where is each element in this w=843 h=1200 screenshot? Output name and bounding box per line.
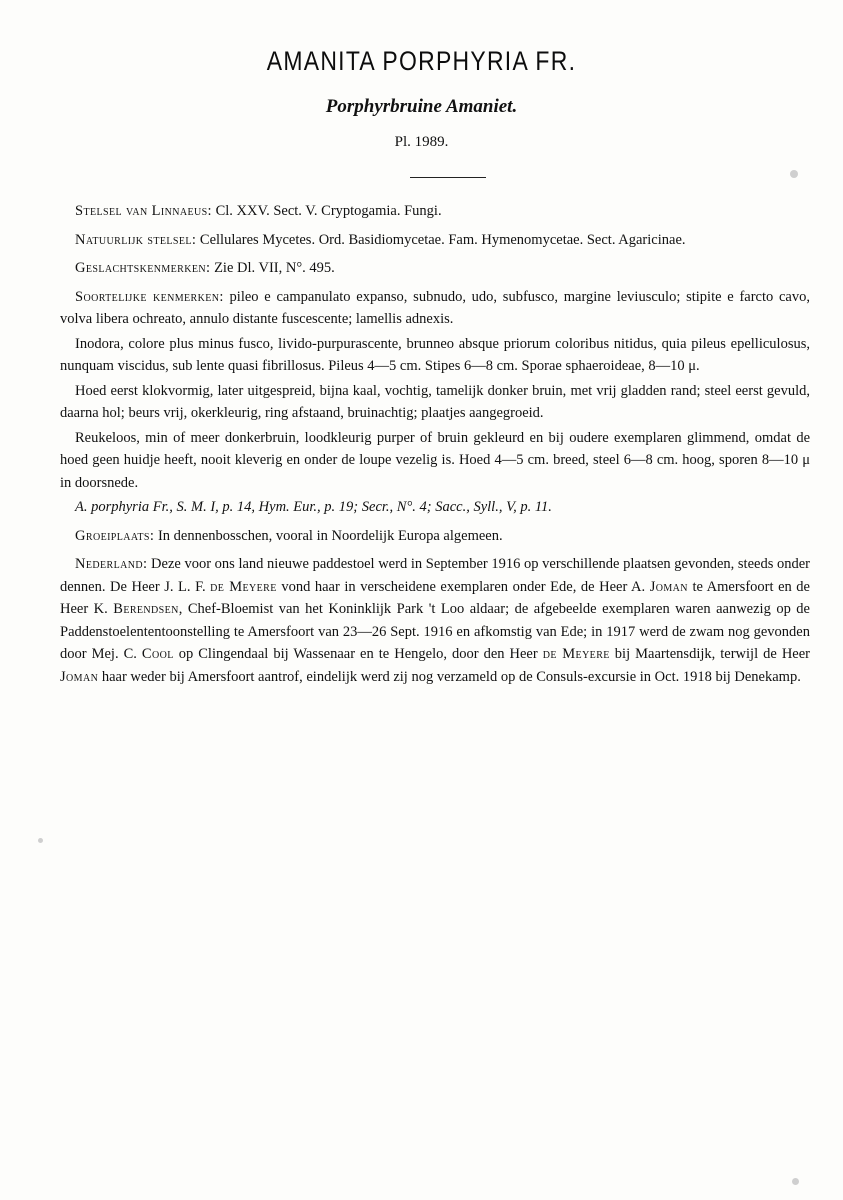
page-subtitle: Porphyrbruine Amaniet. [325,96,518,117]
linnaeus-paragraph [60,200,810,223]
dutch-description-2: Reukeloos, min of meer donkerbruin, loodkleurig purper of bruin gekleurd en bij oudere exemplaren glimmend, omdat de hoed geen huidje heeft, nooit kleverig en onder de loupe vezelig is. Hoed 4—5 cm. breed, steel 6—8 cm. hoog, sporen 8—10 μ in doorsnede. [60,429,810,491]
paper-speck [38,838,43,843]
nederland-text-4: , Chef-Bloemist van het Koninklijk Park 't Loo aldaar; de afgebeelde exemplaren waren aanwezig op de Paddenstoelententoonstelling te Amersfoort van 23—26 Sept. 1916 en afkomstig van Ede; in 1917 werd de zwam nog gevonden door Mej. C. [60,601,810,662]
natural-system-label: Natuurlijk stelsel: [75,231,197,248]
person-name: Cool [141,646,174,662]
habitat-paragraph [60,525,810,548]
genus-paragraph [60,257,810,280]
person-name: de Meyere [542,646,610,662]
natural-system-text: Cellulares Mycetes. Ord. Basidiomycetae. Fam. Hymenomycetae. Sect. Agaricinae. [196,231,686,248]
nederland-text-6: bij Maartensdijk, terwijl de Heer [609,646,810,662]
nederland-paragraph [60,553,810,688]
genus-text: Zie Dl. VII, N°. 495. [210,260,335,276]
nederland-text-1: Deze voor ons land nieuwe paddestoel werd in September 1916 op verschillende plaatsen gevonden, steeds onder dennen. De Heer J. L. F. [60,556,810,595]
paper-speck [790,170,798,178]
genus-label: Geslachtskenmerken: [75,260,211,276]
latin-description: Inodora, colore plus minus fusco, livido-purpurascente, brunneo absque priorum coloribus nitidus, quia pileus epelliculosus, nunquam viscidus, sub lente quasi fibrillosus. Pileus 4—5 cm. Stipes 6—8 cm. Sporae sphaeroideae, 8—10 μ. [60,335,810,374]
natural-system-paragraph [60,229,810,252]
linnaeus-text: Cl. XXV. Sect. V. Cryptogamia. Fungi. [211,203,442,219]
plate-number: Pl. 1989. [394,134,449,150]
habitat-text: In dennenbosschen, vooral in Noordelijk Europa algemeen. [154,527,503,544]
species-paragraph [60,286,810,331]
person-name: Joman [649,578,688,595]
dutch-description-1: Hoed eerst klokvormig, later uitgespreid, bijna kaal, vochtig, tamelijk donker bruin, met vrij gladden rand; steel eerst gevuld, daarna hol; beurs vrij, okerkleurig, ring afstaand, bruinachtig; plaatjes aangegroeid. [60,382,810,421]
nederland-text-7: haar weder bij Amersfoort aantrof, eindelijk werd zij nog verzameld op de Consuls-excursie in Oct. 1918 bij Denekamp. [98,668,801,685]
linnaeus-label: Stelsel van Linnaeus: [75,203,212,219]
paper-speck [792,1178,799,1185]
species-text: pileo e campanulato expanso, subnudo, udo, subfusco, margine leviusculo; stipite e farcto cavo, volva libera ochreato, annulo distante fuscescente; lamellis adnexis. [60,288,810,327]
page-title: AMANITA PORPHYRIA FR. [266,46,577,76]
person-name: de Meyere [210,578,277,595]
habitat-label: Groeiplaats: [75,527,155,544]
references: A. porphyria Fr., S. M. I, p. 14, Hym. Eur., p. 19; Secr., N°. 4; Sacc., Syll., V, p. 11. [75,499,552,515]
species-label: Soortelijke kenmerken: [75,288,224,305]
nederland-label: Nederland: [75,556,148,572]
nederland-text-2: vond haar in verscheidene exemplaren onder Ede, de Heer A. [276,578,650,595]
title-divider [410,177,486,178]
document-body [60,200,810,694]
person-name: Berendsen [113,601,179,617]
nederland-text-3: te Amersfoort en de Heer K. [60,578,810,617]
person-name: Joman [60,668,99,685]
nederland-text-5: op Clingendaal bij Wassenaar en te Hengelo, door den Heer [173,646,543,662]
